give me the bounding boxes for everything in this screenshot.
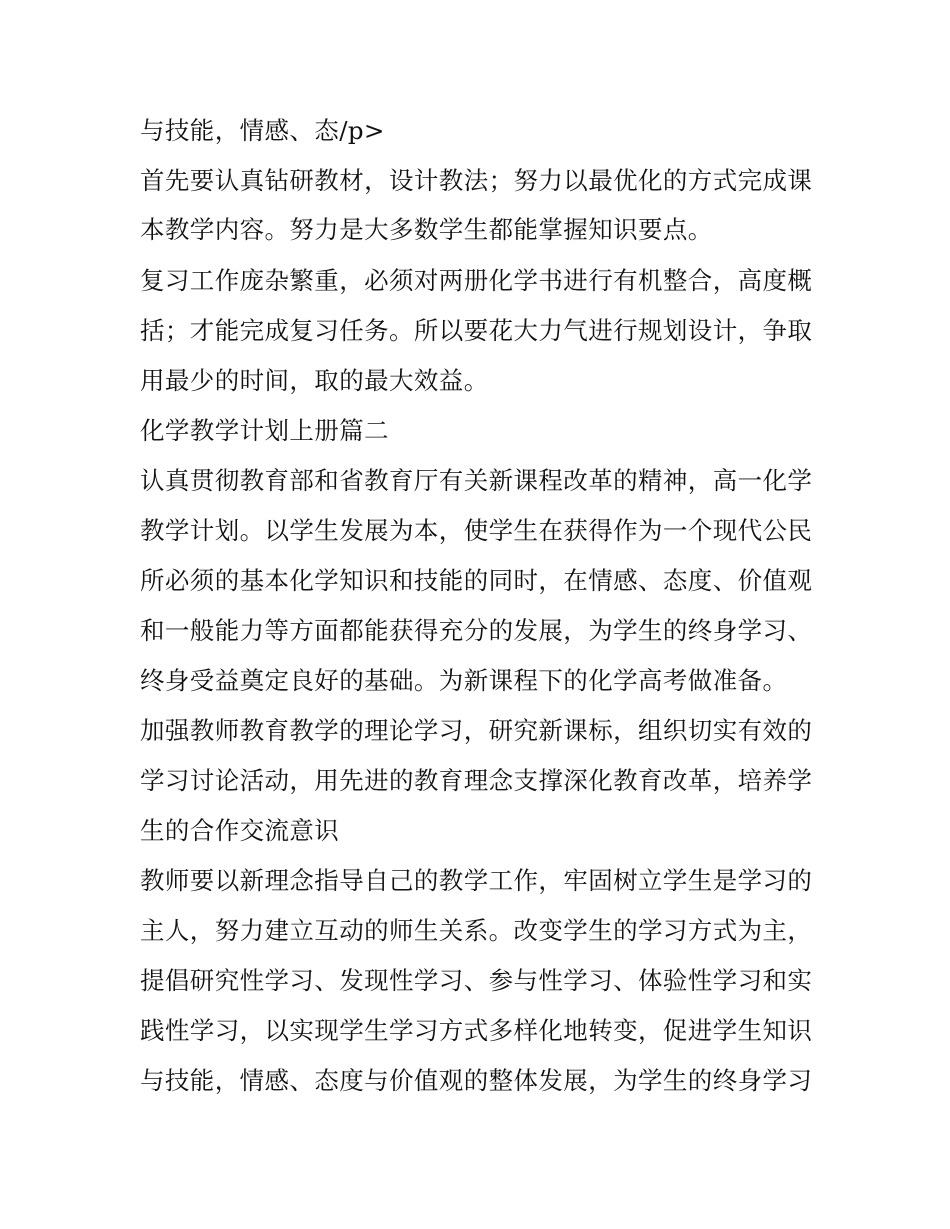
- text-line: 括；才能完成复习任务。所以要花大力气进行规划设计，争取: [140, 316, 813, 345]
- text-line: 用最少的时间，取的最大效益。: [140, 366, 489, 395]
- section-heading: 化学教学计划上册篇二: [140, 416, 389, 445]
- text-line: 践性学习，以实现学生学习方式多样化地转变，促进学生知识: [140, 1016, 813, 1045]
- text-line: 所必须的基本化学知识和技能的同时，在情感、态度、价值观: [140, 566, 813, 595]
- text-line: 教师要以新理念指导自己的教学工作，牢固树立学生是学习的: [140, 866, 813, 895]
- text-line: 终身受益奠定良好的基础。为新课程下的化学高考做准备。: [140, 666, 788, 695]
- text-line: 生的合作交流意识: [140, 816, 340, 845]
- text-line: 学习讨论活动，用先进的教育理念支撑深化教育改革，培养学: [140, 766, 813, 795]
- text-line: 与技能，情感、态/p>: [140, 116, 385, 145]
- text-line: 复习工作庞杂繁重，必须对两册化学书进行有机整合，高度概: [140, 266, 813, 295]
- text-line: 主人，努力建立互动的师生关系。改变学生的学习方式为主，: [140, 916, 813, 945]
- text-line: 本教学内容。努力是大多数学生都能掌握知识要点。: [140, 215, 713, 244]
- text-line: 和一般能力等方面都能获得充分的发展，为学生的终身学习、: [140, 616, 813, 645]
- text-line: 与技能，情感、态度与价值观的整体发展，为学生的终身学习: [140, 1066, 813, 1095]
- text-line: 首先要认真钻研教材，设计教法；努力以最优化的方式完成课: [140, 166, 813, 195]
- text-line: 提倡研究性学习、发现性学习、参与性学习、体验性学习和实: [140, 966, 813, 995]
- text-line: 加强教师教育教学的理论学习，研究新课标，组织切实有效的: [140, 716, 813, 745]
- text-line: 教学计划。以学生发展为本，使学生在获得作为一个现代公民: [140, 516, 813, 545]
- text-line: 认真贯彻教育部和省教育厅有关新课程改革的精神，高一化学: [140, 466, 813, 495]
